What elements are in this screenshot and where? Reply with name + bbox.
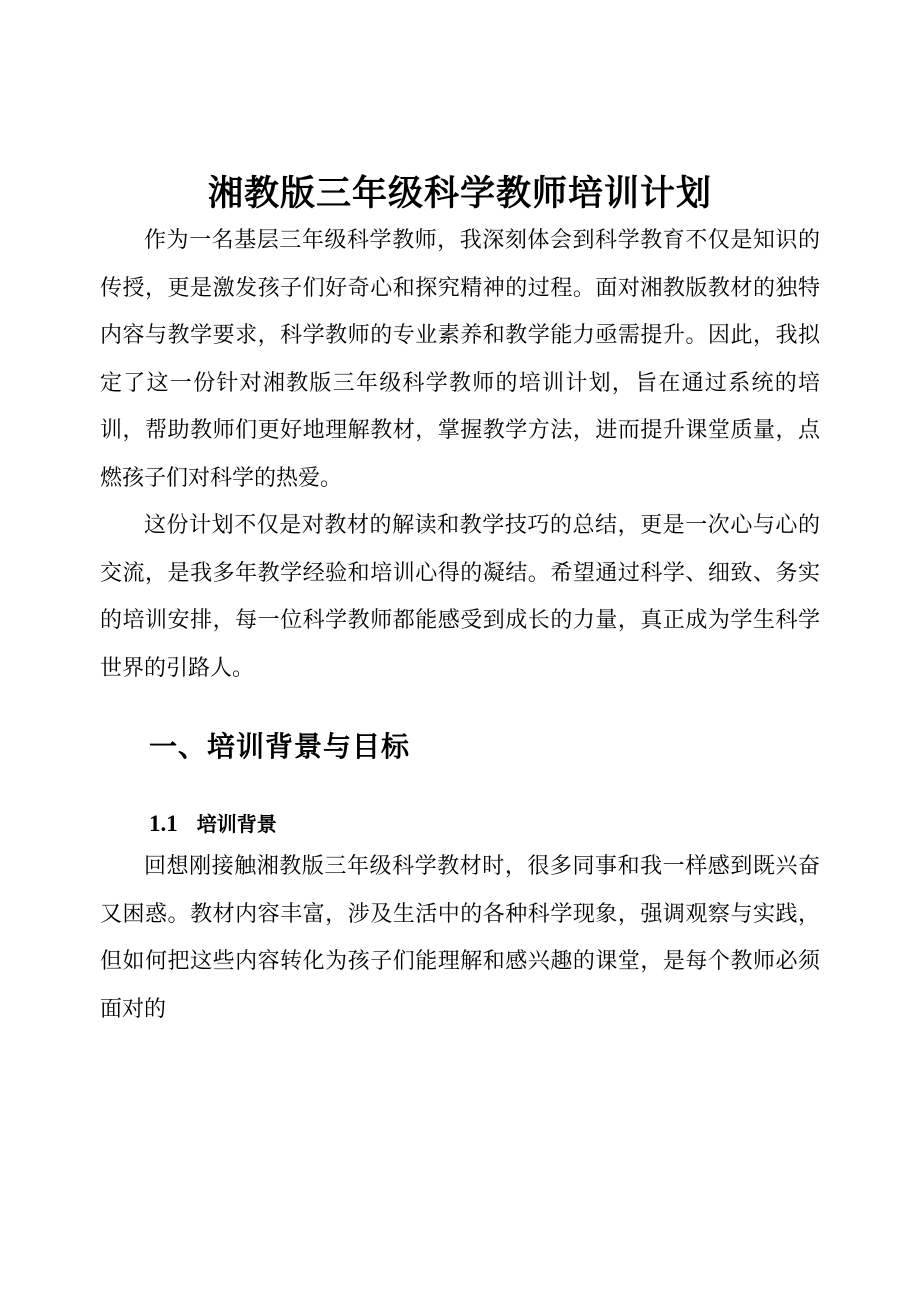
section-heading-1: 一、培训背景与目标	[149, 731, 411, 762]
subsection-number: 1.1	[149, 811, 178, 836]
subsection-title: 培训背景	[196, 814, 277, 836]
intro-paragraph-1: 作为一名基层三年级科学教师，我深刻体会到科学教育不仅是知识的传授，更是激发孩子们好奇心和探究精神的过程。面对湘教版教材的独特内容与教学要求，科学教师的专业素养和教学能力亟需提升。因此，我拟定了这一份针对湘教版三年级科学教师的培训计划，旨在通过系统的培训，帮助教师们更好地理解教材，掌握教学方法，进而提升课堂质量，点燃孩子们对科学的热爱。	[100, 227, 820, 490]
section-body-paragraph: 回想刚接触湘教版三年级科学教材时，很多同事和我一样感到既兴奋又困惑。教材内容丰富，涉及生活中的各种科学现象，强调观察与实践，但如何把这些内容转化为孩子们能理解和感兴趣的课堂，是每个教师必须面对的	[100, 853, 820, 1021]
document-title: 湘教版三年级科学教师培训计划	[207, 174, 712, 213]
subsection-heading-1-1	[100, 809, 820, 842]
intro-paragraph-2: 这份计划不仅是对教材的解读和教学技巧的总结，更是一次心与心的交流，是我多年教学经验和培训心得的凝结。希望通过科学、细致、务实的培训安排，每一位科学教师都能感受到成长的力量，真正成为学生科学世界的引路人。	[100, 512, 820, 680]
